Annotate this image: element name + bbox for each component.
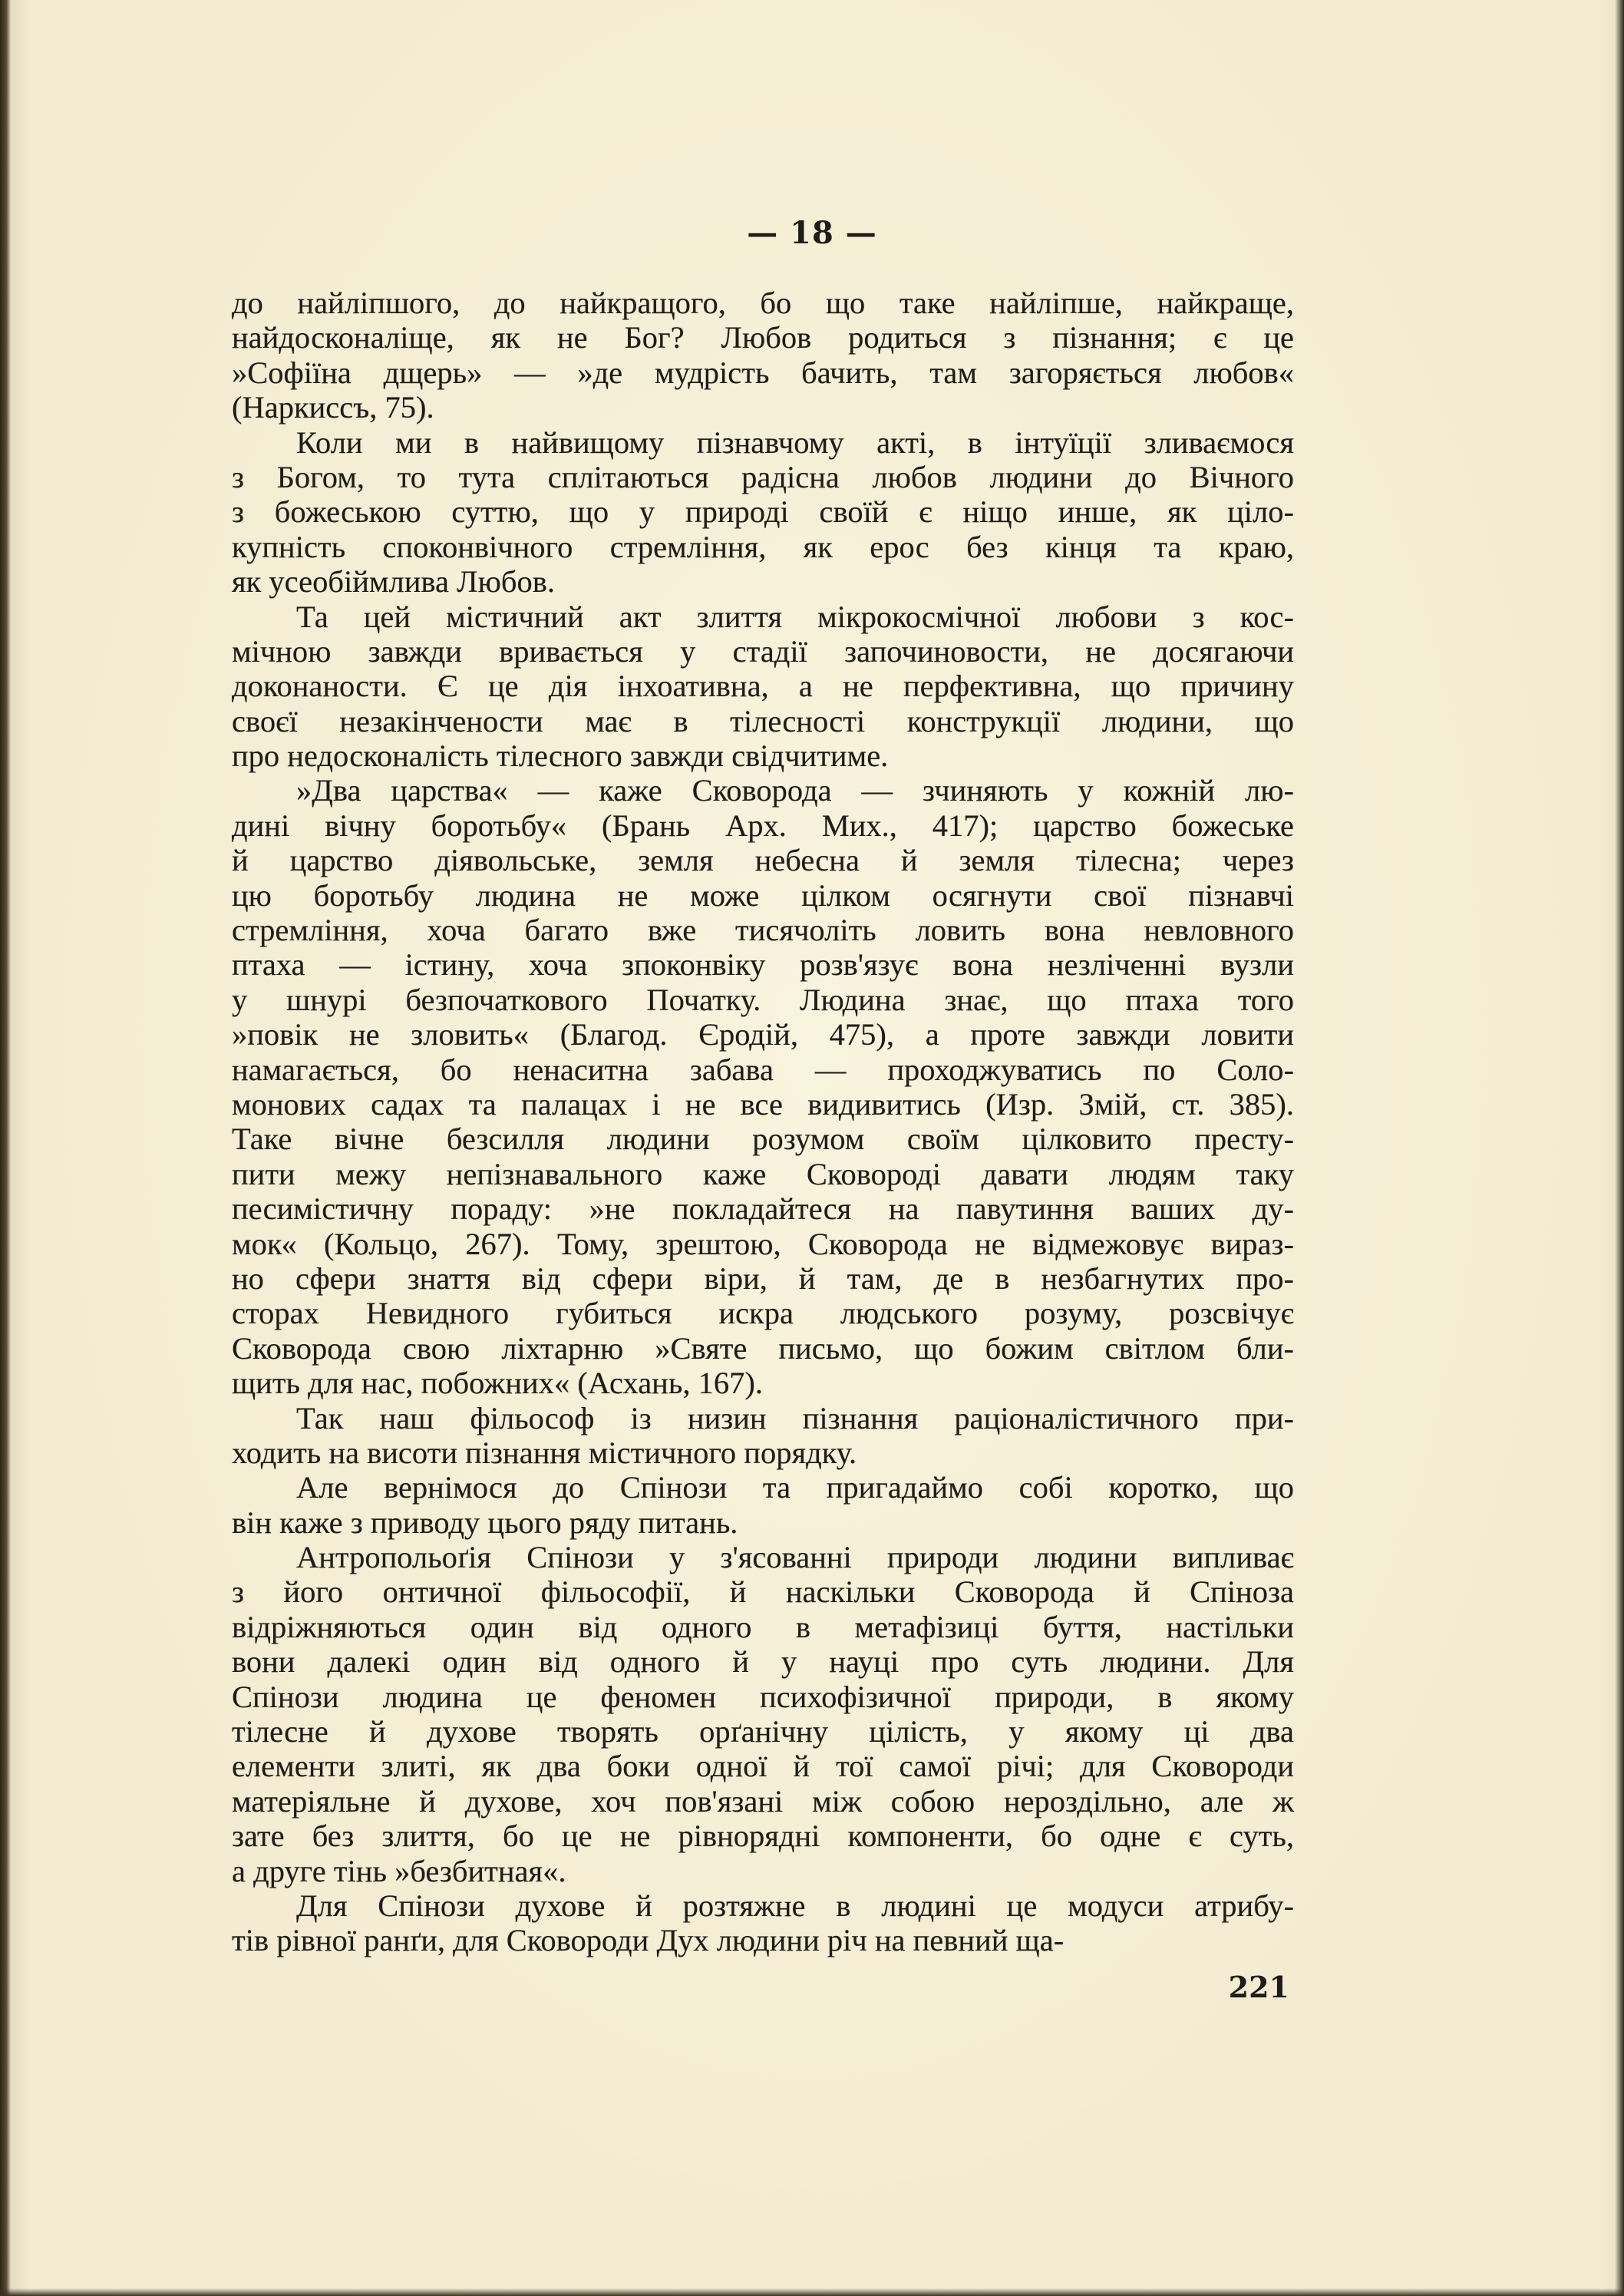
text-line: ходить на висоти пізнання містичного порядку. (232, 1435, 857, 1470)
text-line: купність споконвічного стремління, як ерос без кінця та краю, (232, 529, 1294, 564)
text-line: елементи злиті, як два боки одної й тої самої річі; для Сковороди (232, 1749, 1294, 1784)
text-line: Антропольоґія Спінози у з'ясованні природи людини випливає (296, 1540, 1294, 1575)
text-line: щить для нас, побожних« (Асхань, 167). (232, 1366, 763, 1401)
text-line: вони далекі один від одного й у науці про суть людини. Для (232, 1644, 1294, 1680)
text-line: з божеською суттю, що у природі своїй є ніщо инше, як ціло- (232, 494, 1294, 530)
text-line: мічною завжди вривається у стадії започиновости, не досягаючи (232, 633, 1294, 669)
paragraph (232, 1401, 1294, 1471)
text-line: він каже з приводу цього ряду питань. (232, 1505, 738, 1540)
text-line: своєї незакінчености має в тілесності конструкції людини, що (232, 703, 1294, 738)
text-line: сторах Невидного губиться искра людського розуму, розсвічує (232, 1296, 1294, 1331)
text-line: Але вернімося до Спінози та пригадаймо собі коротко, що (296, 1470, 1294, 1505)
text-line: тів рівної ранґи, для Сковороди Дух людини річ на певний ща- (232, 1923, 1065, 1958)
page-right-edge (1615, 0, 1624, 2296)
paragraph (232, 600, 1294, 774)
text-line: намагається, бо ненаситна забава — проходжуватись по Соло- (232, 1052, 1294, 1087)
text-line: монових садах та палацах і не все видивитись (Изр. Змій, ст. 385). (232, 1086, 1294, 1122)
text-line: зате без злиття, бо це не рівнорядні компоненти, бо одне є суть, (232, 1819, 1294, 1854)
text-line: про недосконалість тілесного завжди свідчитиме. (232, 738, 889, 774)
text-line: дині вічну боротьбу« (Брань Арх. Мих., 417); царство божеське (232, 808, 1294, 843)
text-line: Та цей містичний акт злиття мікрокосмічної любови з кос- (296, 599, 1294, 634)
page-number: 221 (1228, 1970, 1289, 2004)
text-line: мок« (Кольцо, 267). Тому, зрештою, Сковорода не відмежовує вираз- (232, 1226, 1294, 1261)
text-line: Сковорода свою ліхтарню »Святе письмо, що божим світлом бли- (232, 1330, 1294, 1366)
text-line: до найліпшого, до найкращого, бо що таке найліпше, найкраще, (232, 286, 1294, 320)
text-line: доконаности. Є це дія інхоативна, а не перфективна, що причину (232, 669, 1294, 704)
text-line: Спінози людина це феномен психофізичної природи, в якому (232, 1679, 1294, 1714)
text-line: відріжняються один від одного в метафізиці буття, настільки (232, 1609, 1294, 1644)
text-line: найдосконаліще, як не Бог? Любов родиться з пізнання; є це (232, 320, 1294, 355)
text-line: Таке вічне безсилля людини розумом своїм цілковито престу- (232, 1122, 1294, 1157)
running-header: — 18 — (747, 215, 877, 251)
page-bottom-edge (0, 2288, 1624, 2296)
text-line: Для Спінози духове й розтяжне в людині це модуси атрибу- (296, 1888, 1294, 1923)
paragraph (232, 1470, 1294, 1540)
text-line: стремління, хоча багато вже тисячоліть ловить вона невловного (232, 913, 1294, 948)
text-line: »повік не зловить« (Благод. Єродій, 475), а проте завжди ловити (232, 1017, 1294, 1052)
text-line: Так наш фільософ із низин пізнання раціоналістичного при- (296, 1400, 1294, 1435)
page-spine-shadow (0, 0, 11, 2296)
body-text (232, 286, 1294, 1958)
paragraph (232, 1540, 1294, 1888)
text-line: »Софіїна дщерь» — »де мудрість бачить, там загоряється любов« (232, 355, 1294, 390)
text-line: птаха — істину, хоча зпоконвіку розв'язує вона незліченні вузли (232, 947, 1294, 983)
text-line: Коли ми в найвищому пізнавчому акті, в інтуїції зливаємося (296, 425, 1294, 460)
text-line: цю боротьбу людина не може цілком осягнути свої пізнавчі (232, 877, 1294, 913)
text-line: песимістичну пораду: »не покладайтеся на павутиння ваших ду- (232, 1191, 1294, 1227)
paragraph (232, 425, 1294, 600)
text-line: (Наркиссъ, 75). (232, 390, 434, 425)
text-line: як усеобіймлива Любов. (232, 564, 555, 600)
text-line: тілесне й духове творять орґанічну цілість, у якому ці два (232, 1714, 1294, 1749)
text-line: у шнурі безпочаткового Початку. Людина знає, що птаха того (232, 982, 1294, 1017)
text-line: »Два царства« — каже Сковорода — зчиняють у кожній лю- (296, 773, 1294, 808)
paragraph (232, 1888, 1294, 1958)
text-line: пити межу непізнавального каже Сковороді давати людям таку (232, 1156, 1294, 1191)
paragraph (232, 286, 1294, 425)
text-line: но сфери знаття від сфери віри, й там, де в незбагнутих про- (232, 1260, 1294, 1296)
text-line: а друге тінь »безбитная«. (232, 1853, 566, 1888)
text-line: матеріяльне й духове, хоч пов'язані між собою нероздільно, але ж (232, 1783, 1294, 1819)
text-line: й царство діявольське, земля небесна й земля тілесна; через (232, 843, 1294, 878)
text-line: з Богом, то тута сплітаються радісна любов людини до Вічного (232, 459, 1294, 494)
text-line: з його онтичної фільософії, й наскільки Сковорода й Спіноза (232, 1574, 1294, 1610)
paragraph (232, 773, 1294, 1400)
